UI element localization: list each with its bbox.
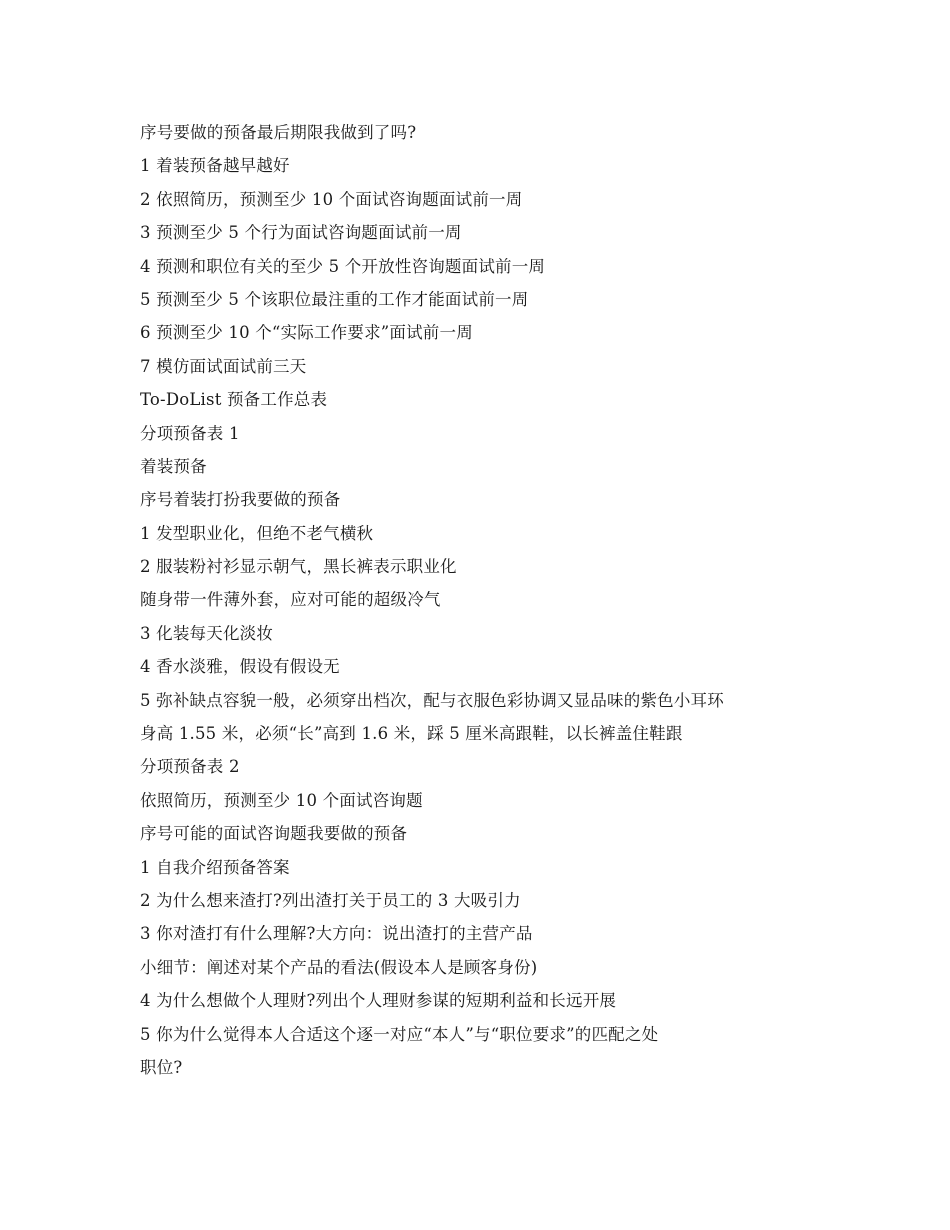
text-line: 3 你对渣打有什么理解?大方向：说出渣打的主营产品 xyxy=(140,924,533,944)
text-line: 2 依照简历，预测至少 10 个面试咨询题面试前一周 xyxy=(140,189,523,209)
table-header-line: 序号着装打扮我要做的预备 xyxy=(140,490,341,510)
text-line: 1 着装预备越早越好 xyxy=(140,156,290,176)
text-line: 3 预测至少 5 个行为面试咨询题面试前一周 xyxy=(140,223,462,243)
text-line: 5 弥补缺点容貌一般，必须穿出档次，配与衣服色彩协调又显品味的紫色小耳环 xyxy=(140,690,724,710)
text-line: 5 你为什么觉得本人合适这个逐一对应“本人”与“职位要求”的匹配之处 xyxy=(140,1024,659,1044)
text-line: 小细节：阐述对某个产品的看法(假设本人是顾客身份) xyxy=(140,957,538,977)
section-subtitle: 着装预备 xyxy=(140,456,207,476)
text-line: 5 预测至少 5 个该职位最注重的工作才能面试前一周 xyxy=(140,289,529,309)
section-title: 分项预备表 2 xyxy=(140,757,240,777)
section-title: 分项预备表 1 xyxy=(140,423,240,443)
text-line: 身高 1.55 米，必须“长”高到 1.6 米，踩 5 厘米高跟鞋，以长裤盖住鞋跟 xyxy=(140,724,683,744)
text-line: 1 自我介绍预备答案 xyxy=(140,857,290,877)
text-line: 4 香水淡雅，假设有假设无 xyxy=(140,657,340,677)
text-line: 7 模仿面试面试前三天 xyxy=(140,356,307,376)
text-line: 2 服装粉衬衫显示朝气，黑长裤表示职业化 xyxy=(140,557,457,577)
text-line: 2 为什么想来渣打?列出渣打关于员工的 3 大吸引力 xyxy=(140,890,521,910)
section-title: To-DoList 预备工作总表 xyxy=(140,390,328,410)
text-line: 4 预测和职位有关的至少 5 个开放性咨询题面试前一周 xyxy=(140,256,546,276)
text-line: 6 预测至少 10 个“实际工作要求”面试前一周 xyxy=(140,323,473,343)
text-line: 3 化装每天化淡妆 xyxy=(140,623,274,643)
text-line: 随身带一件薄外套，应对可能的超级冷气 xyxy=(140,590,441,610)
section-subtitle: 依照简历，预测至少 10 个面试咨询题 xyxy=(140,790,423,810)
table-header-line: 序号可能的面试咨询题我要做的预备 xyxy=(140,824,408,844)
text-line: 职位? xyxy=(140,1057,183,1077)
document-body xyxy=(140,116,840,1084)
text-line: 1 发型职业化，但绝不老气横秋 xyxy=(140,523,374,543)
text-line: 序号要做的预备最后期限我做到了吗? xyxy=(140,123,417,142)
text-line: 4 为什么想做个人理财?列出个人理财参谋的短期利益和长远开展 xyxy=(140,991,617,1011)
